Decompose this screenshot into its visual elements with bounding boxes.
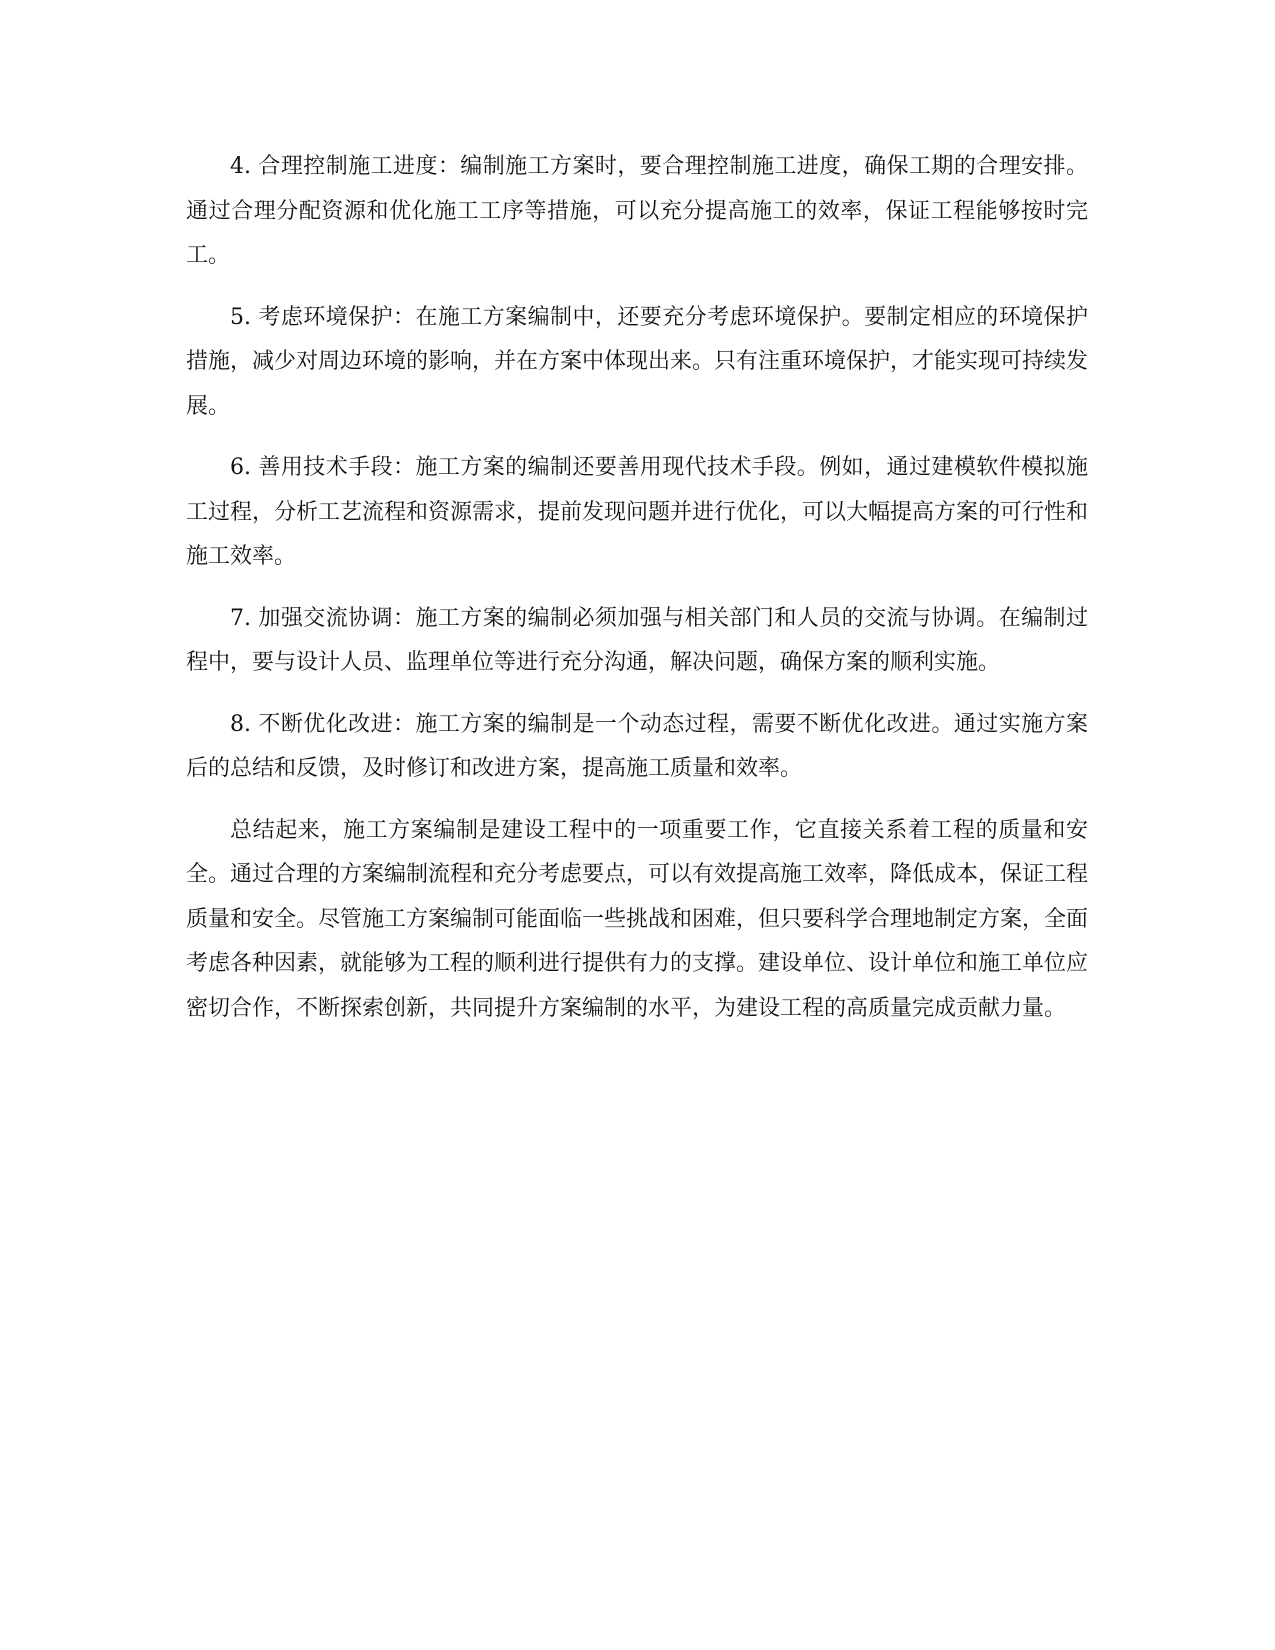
paragraph-continuous-improvement: 8. 不断优化改进：施工方案的编制是一个动态过程，需要不断优化改进。通过实施方案后的总结和反馈，及时修订和改进方案，提高施工质量和效率。 — [186, 711, 1088, 781]
document-body — [186, 145, 1088, 1048]
paragraph-communication-coordination: 7. 加强交流协调：施工方案的编制必须加强与相关部门和人员的交流与协调。在编制过程中，要与设计人员、监理单位等进行充分沟通，解决问题，确保方案的顺利实施。 — [186, 605, 1088, 675]
paragraph-progress-control: 4. 合理控制施工进度：编制施工方案时，要合理控制施工进度，确保工期的合理安排。通过合理分配资源和优化施工工序等措施，可以充分提高施工的效率，保证工程能够按时完工。 — [186, 154, 1088, 268]
paragraph-environmental-protection: 5. 考虑环境保护：在施工方案编制中，还要充分考虑环境保护。要制定相应的环境保护措施，减少对周边环境的影响，并在方案中体现出来。只有注重环境保护，才能实现可持续发展。 — [186, 304, 1089, 419]
paragraph-summary: 总结起来，施工方案编制是建设工程中的一项重要工作，它直接关系着工程的质量和安全。通过合理的方案编制流程和充分考虑要点，可以有效提高施工效率，降低成本，保证工程质量和安全。尽管施工方案编制可能面临一些挑战和困难，但只要科学合理地制定方案，全面考虑各种因素，就能够为工程的顺利进行提供有力的支撑。建设单位、设计单位和施工单位应密切合作，不断探索创新，共同提升方案编制的水平，为建设工程的高质量完成贡献力量。 — [186, 817, 1089, 1021]
paragraph-technical-means: 6. 善用技术手段：施工方案的编制还要善用现代技术手段。例如，通过建模软件模拟施工过程，分析工艺流程和资源需求，提前发现问题并进行优化，可以大幅提高方案的可行性和施工效率。 — [186, 455, 1089, 569]
